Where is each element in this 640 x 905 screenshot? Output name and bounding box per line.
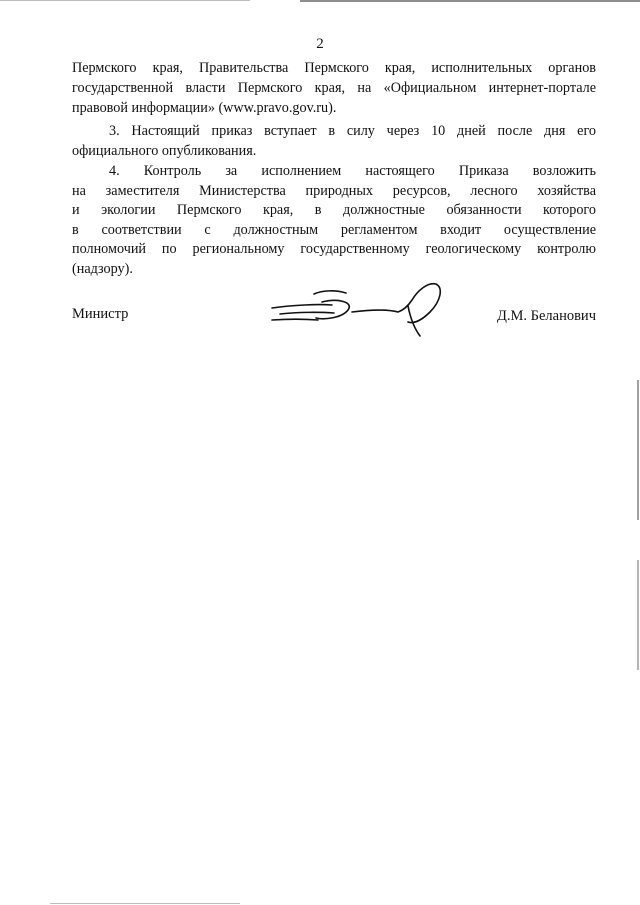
paragraph-line: официального опубликования. [72,143,257,159]
scan-edge-mark [300,0,640,2]
scan-edge-mark [637,380,639,520]
paragraph-line: 4. Контроль за исполнением настоящего Приказа возложить [109,163,596,179]
paragraph-line: государственной власти Пермского края, на «Официальном интернет-портале [72,80,596,96]
signatory-title: Министр [72,306,129,322]
signatory-name: Д.М. Беланович [496,308,596,324]
paragraph-line: (надзору). [72,261,133,277]
paragraph-line: правовой информации» (www.pravo.gov.ru). [72,100,337,116]
paragraph-line: полномочий по региональному государственному геологическому контролю [72,241,596,257]
paragraph-line: 3. Настоящий приказ вступает в силу через 10 дней после дня его [109,123,596,139]
paragraph-line: в соответствии с должностным регламентом входит осуществление [72,222,596,238]
handwritten-signature [268,272,448,342]
scan-edge-mark [50,903,240,904]
paragraph-line: и экологии Пермского края, в должностные обязанности которого [72,202,596,218]
page-number: 2 [316,36,324,52]
paragraph-line: Пермского края, Правительства Пермского края, исполнительных органов [72,60,596,76]
paragraph-line: на заместителя Министерства природных ресурсов, лесного хозяйства [72,183,596,199]
scan-edge-mark [637,560,639,670]
scan-edge-mark [0,0,250,1]
